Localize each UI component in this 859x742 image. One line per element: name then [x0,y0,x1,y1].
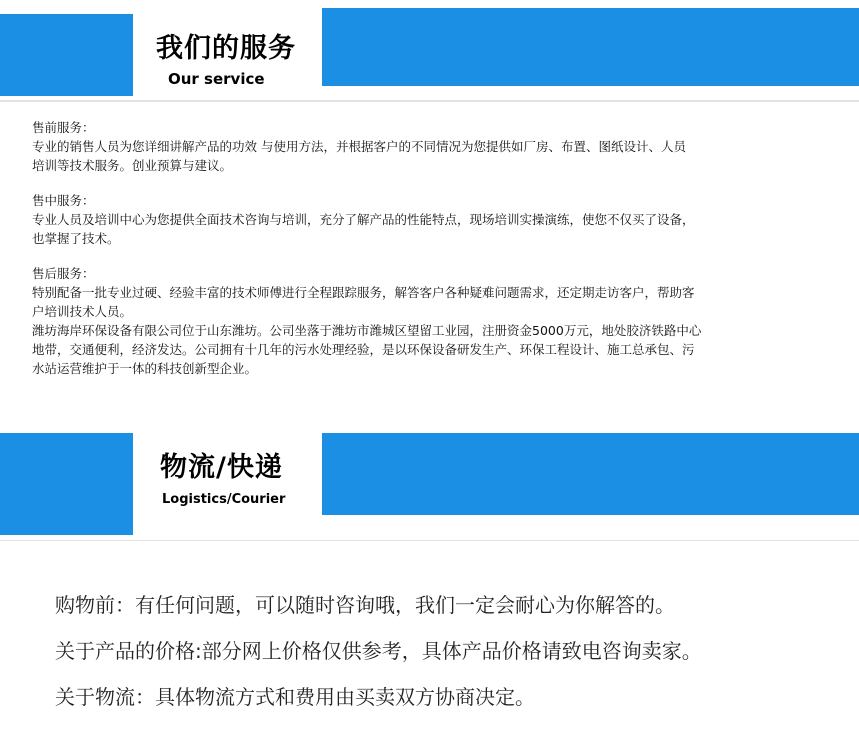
section-divider [0,100,859,102]
insale-block [32,191,822,248]
service-subtitle: Our service [168,70,265,88]
aftersale-block [32,264,822,378]
text-line: 潍坊海岸环保设备有限公司位于山东潍坊。公司坐落于潍坊市潍城区望留工业园，注册资金5000万元，地处胶济铁路中心 [32,323,702,338]
logistics-title: 物流/快递 [160,452,283,483]
text-line: 专业人员及培训中心为您提供全面技术咨询与培训，充分了解产品的性能特点，现场培训实操演练，使您不仅买了设备， [32,212,695,227]
left-blue-bar [0,433,133,535]
logistics-header [0,420,859,542]
text-line: 也掌握了技术。 [32,231,120,246]
text-line: 户培训技术人员。 [32,304,133,319]
right-blue-bar [322,8,859,86]
logistics-subtitle: Logistics/Courier [162,492,286,507]
left-blue-bar [0,14,133,96]
text-line: 特别配备一批专业过硬、经验丰富的技术师傅进行全程跟踪服务，解答客户各种疑难问题需求，还定期走访客户，帮助客 [32,285,695,300]
text-line: 地带，交通便利，经济发达。公司拥有十几年的污水处理经验，是以环保设备研发生产、环保工程设计、施工总承包、污 [32,342,695,357]
text-line: 培训等技术服务。创业预算与建议。 [32,158,233,173]
insale-heading: 售中服务： [32,193,95,208]
presale-heading: 售前服务： [32,120,95,135]
right-blue-bar [322,433,859,515]
logistics-line: 购物前：有任何问题，可以随时咨询哦，我们一定会耐心为你解答的。 [55,593,675,617]
section-divider [0,540,859,541]
aftersale-heading: 售后服务： [32,266,95,281]
service-content [32,118,822,394]
text-line: 专业的销售人员为您详细讲解产品的功效 与使用方法，并根据客户的不同情况为您提供如厂房、布置、图纸设计、人员 [32,139,686,154]
service-title: 我们的服务 [156,33,296,64]
logistics-line: 关于产品的价格:部分网上价格仅供参考，具体产品价格请致电咨询卖家。 [55,639,702,663]
logistics-content [55,582,845,720]
logistics-line: 关于物流：具体物流方式和费用由买卖双方协商决定。 [55,685,535,709]
text-line: 水站运营维护于一体的科技创新型企业。 [32,361,258,376]
service-header [0,0,859,112]
presale-block [32,118,822,175]
